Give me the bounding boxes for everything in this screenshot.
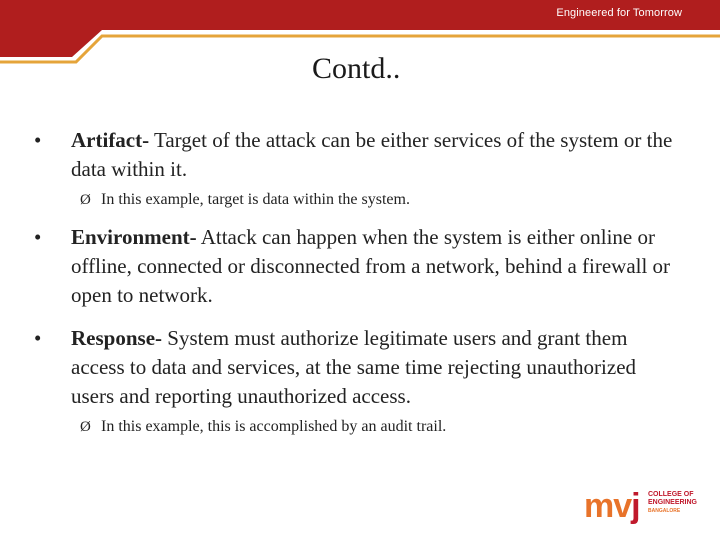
bullet-text: Target of the attack can be either services of the system or the data within it. [71, 128, 673, 181]
bullet-text: System must authorize legitimate users and grant them access to data and services, at the same time rejecting unauthorized users and reporting unauthorized access. [71, 326, 637, 408]
arrow-bullet-icon: Ø [80, 192, 91, 208]
bullet-environment [34, 223, 674, 310]
logo-line2: ENGINEERING [648, 499, 698, 506]
logo-mark-j: j [631, 487, 640, 525]
bullet-artifact [34, 126, 674, 211]
bullet-term: Response- [71, 326, 163, 350]
logo-text [648, 491, 697, 515]
bullet-text: Attack can happen when the system is either online or offline, connected or disconnected from a network, behind a firewall or open to network. [71, 225, 671, 307]
sub-bullet-text: In this example, target is data within the system. [101, 191, 410, 208]
header-tagline: Engineered for Tomorrow [556, 7, 682, 19]
college-logo [584, 486, 698, 532]
logo-line3: BANGALORE [648, 508, 681, 514]
bullet-dot: • [34, 326, 42, 350]
logo-mark [584, 486, 640, 526]
bullet-list [34, 126, 674, 448]
bullet-response [34, 324, 674, 438]
bullet-dot: • [34, 225, 42, 249]
slide-title: Contd.. [312, 52, 401, 85]
bullet-term: Environment- [71, 225, 197, 249]
logo-line1: COLLEGE OF [648, 491, 694, 498]
bullet-term: Artifact- [71, 128, 150, 152]
sub-bullet [34, 416, 674, 438]
sub-bullet [34, 189, 674, 211]
arrow-bullet-icon: Ø [80, 419, 91, 435]
sub-bullet-text: In this example, this is accomplished by an audit trail. [101, 418, 447, 435]
bullet-dot: • [34, 128, 42, 152]
logo-mark-mv: mv [584, 487, 632, 525]
